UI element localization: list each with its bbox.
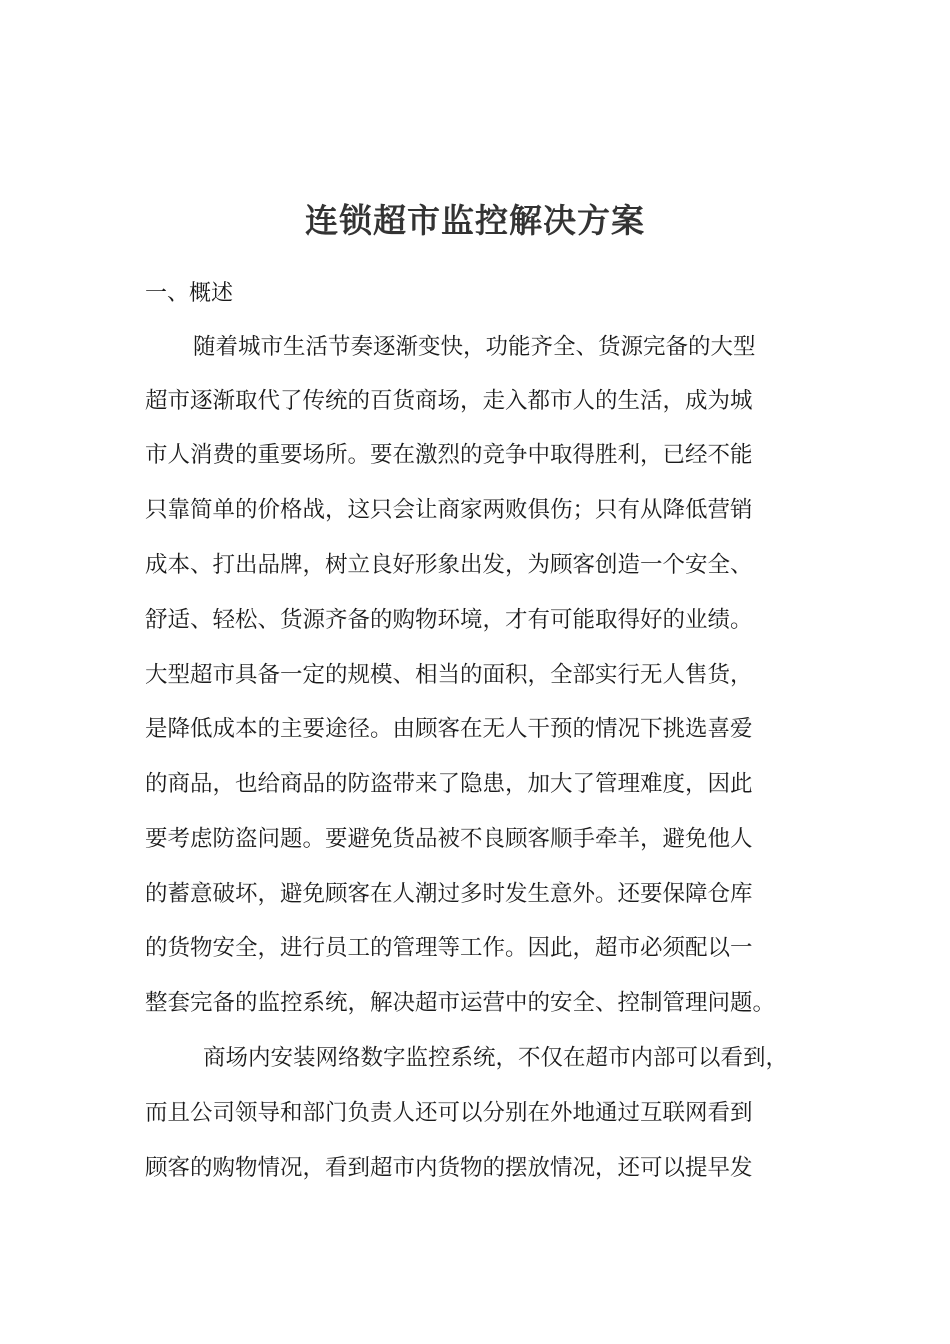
section-heading: 一、概述: [145, 281, 234, 306]
paragraph-line: 的货物安全，进行员工的管理等工作。因此，超市必须配以一: [145, 935, 753, 961]
paragraph-line: 是降低成本的主要途径。由顾客在无人干预的情况下挑选喜爱: [145, 716, 753, 742]
paragraph-line: 要考虑防盗问题。要避免货品被不良顾客顺手牵羊，避免他人: [145, 826, 753, 852]
paragraph-line: 大型超市具备一定的规模、相当的面积，全部实行无人售货，: [145, 662, 753, 688]
paragraph-line: 超市逐渐取代了传统的百货商场，走入都市人的生活，成为城: [145, 388, 753, 414]
paragraph-line: 商场内安装网络数字监控系统，不仅在超市内部可以看到，: [203, 1045, 789, 1071]
paragraph-line: 顾客的购物情况，看到超市内货物的摆放情况，还可以提早发: [145, 1155, 753, 1181]
document-title: 连锁超市监控解决方案: [305, 201, 645, 240]
paragraph-line: 而且公司领导和部门负责人还可以分别在外地通过互联网看到: [145, 1100, 753, 1126]
paragraph-line: 舒适、轻松、货源齐备的购物环境，才有可能取得好的业绩。: [145, 607, 753, 633]
paragraph-line: 的蓄意破坏，避免顾客在人潮过多时发生意外。还要保障仓库: [145, 881, 753, 907]
paragraph-line: 只靠简单的价格战，这只会让商家两败俱伤；只有从降低营销: [145, 497, 753, 523]
paragraph-line: 随着城市生活节奏逐渐变快，功能齐全、货源完备的大型: [193, 334, 756, 360]
paragraph-line: 的商品，也给商品的防盗带来了隐患，加大了管理难度，因此: [145, 771, 753, 797]
paragraph-line: 市人消费的重要场所。要在激烈的竞争中取得胜利，已经不能: [145, 442, 753, 468]
paragraph-line: 整套完备的监控系统，解决超市运营中的安全、控制管理问题。: [145, 990, 776, 1016]
paragraph-line: 成本、打出品牌，树立良好形象出发，为顾客创造一个安全、: [145, 552, 753, 578]
